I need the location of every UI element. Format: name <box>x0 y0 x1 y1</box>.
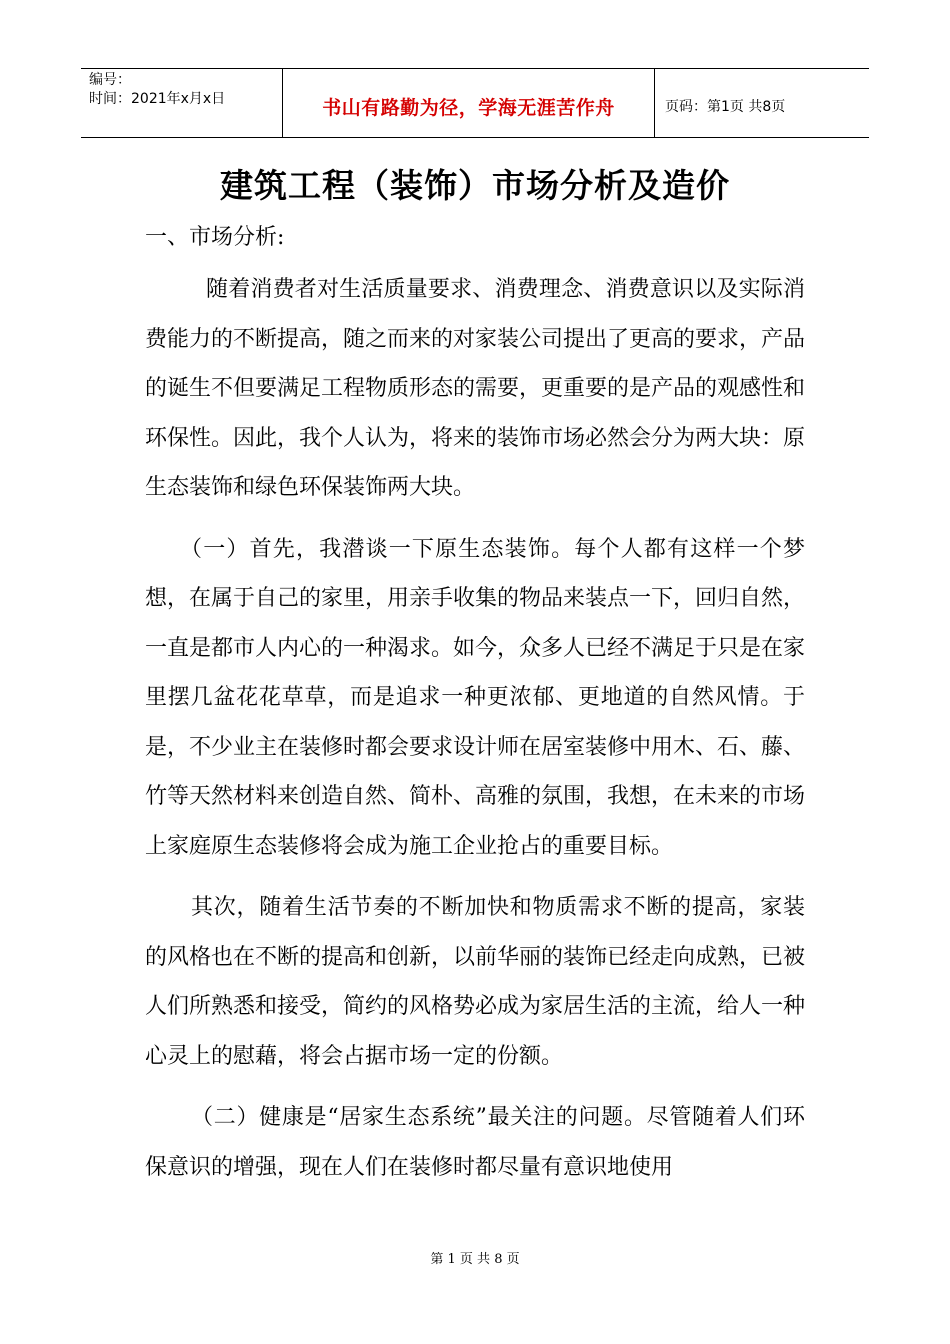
page-footer: 第 1 页 共 8 页 <box>430 1252 520 1267</box>
paragraph: （二）健康是“居家生态系统”最关注的问题。尽管随着人们环保意识的增强，现在人们在装修时都尽量有意识地使用 <box>145 1105 805 1180</box>
paragraph: 其次，随着生活节奏的不断加快和物质需求不断的提高，家装的风格也在不断的提高和创新，以前华丽的装饰已经走向成熟，已被人们所熟悉和接受，简约的风格势必成为家居生活的主流，给人一种心灵上的慰藉，将会占据市场一定的份额。 <box>145 895 806 1069</box>
document-title: 建筑工程（装饰）市场分析及造价 <box>220 166 730 205</box>
document-date: 时间：2021年x月x日 <box>89 91 226 107</box>
page-header <box>81 68 869 138</box>
section-heading-market-analysis: 一、市场分析: <box>145 225 285 250</box>
paragraph: （一）首先，我潜谈一下原生态装饰。每个人都有这样一个梦想，在属于自己的家里，用亲手收集的物品来装点一下，回归自然，一直是都市人内心的一种渴求。如今，众多人已经不满足于只是在家里摆几盆花花草草，而是追求一种更浓郁、更地道的自然风情。于是，不少业主在装修时都会要求设计师在居室装修中用木、石、藤、竹等天然材料来创造自然、简朴、高雅的氛围，我想，在未来的市场上家庭原生态装修将会成为施工企业抢占的重要目标。 <box>145 536 806 859</box>
header-page-info: 页码：第1页 共8页 <box>665 99 786 115</box>
document-body <box>145 265 805 1192</box>
header-meta <box>81 69 282 137</box>
document-number-label: 编号： <box>89 72 131 88</box>
header-motto: 书山有路勤为径，学海无涯苦作舟 <box>282 69 655 137</box>
paragraph: 随着消费者对生活质量要求、消费理念、消费意识以及实际消费能力的不断提高，随之而来的对家装公司提出了更高的要求，产品的诞生不但要满足工程物质形态的需要，更重要的是产品的观感性和环保性。因此，我个人认为，将来的装饰市场必然会分为两大块：原生态装饰和绿色环保装饰两大块。 <box>145 277 806 500</box>
